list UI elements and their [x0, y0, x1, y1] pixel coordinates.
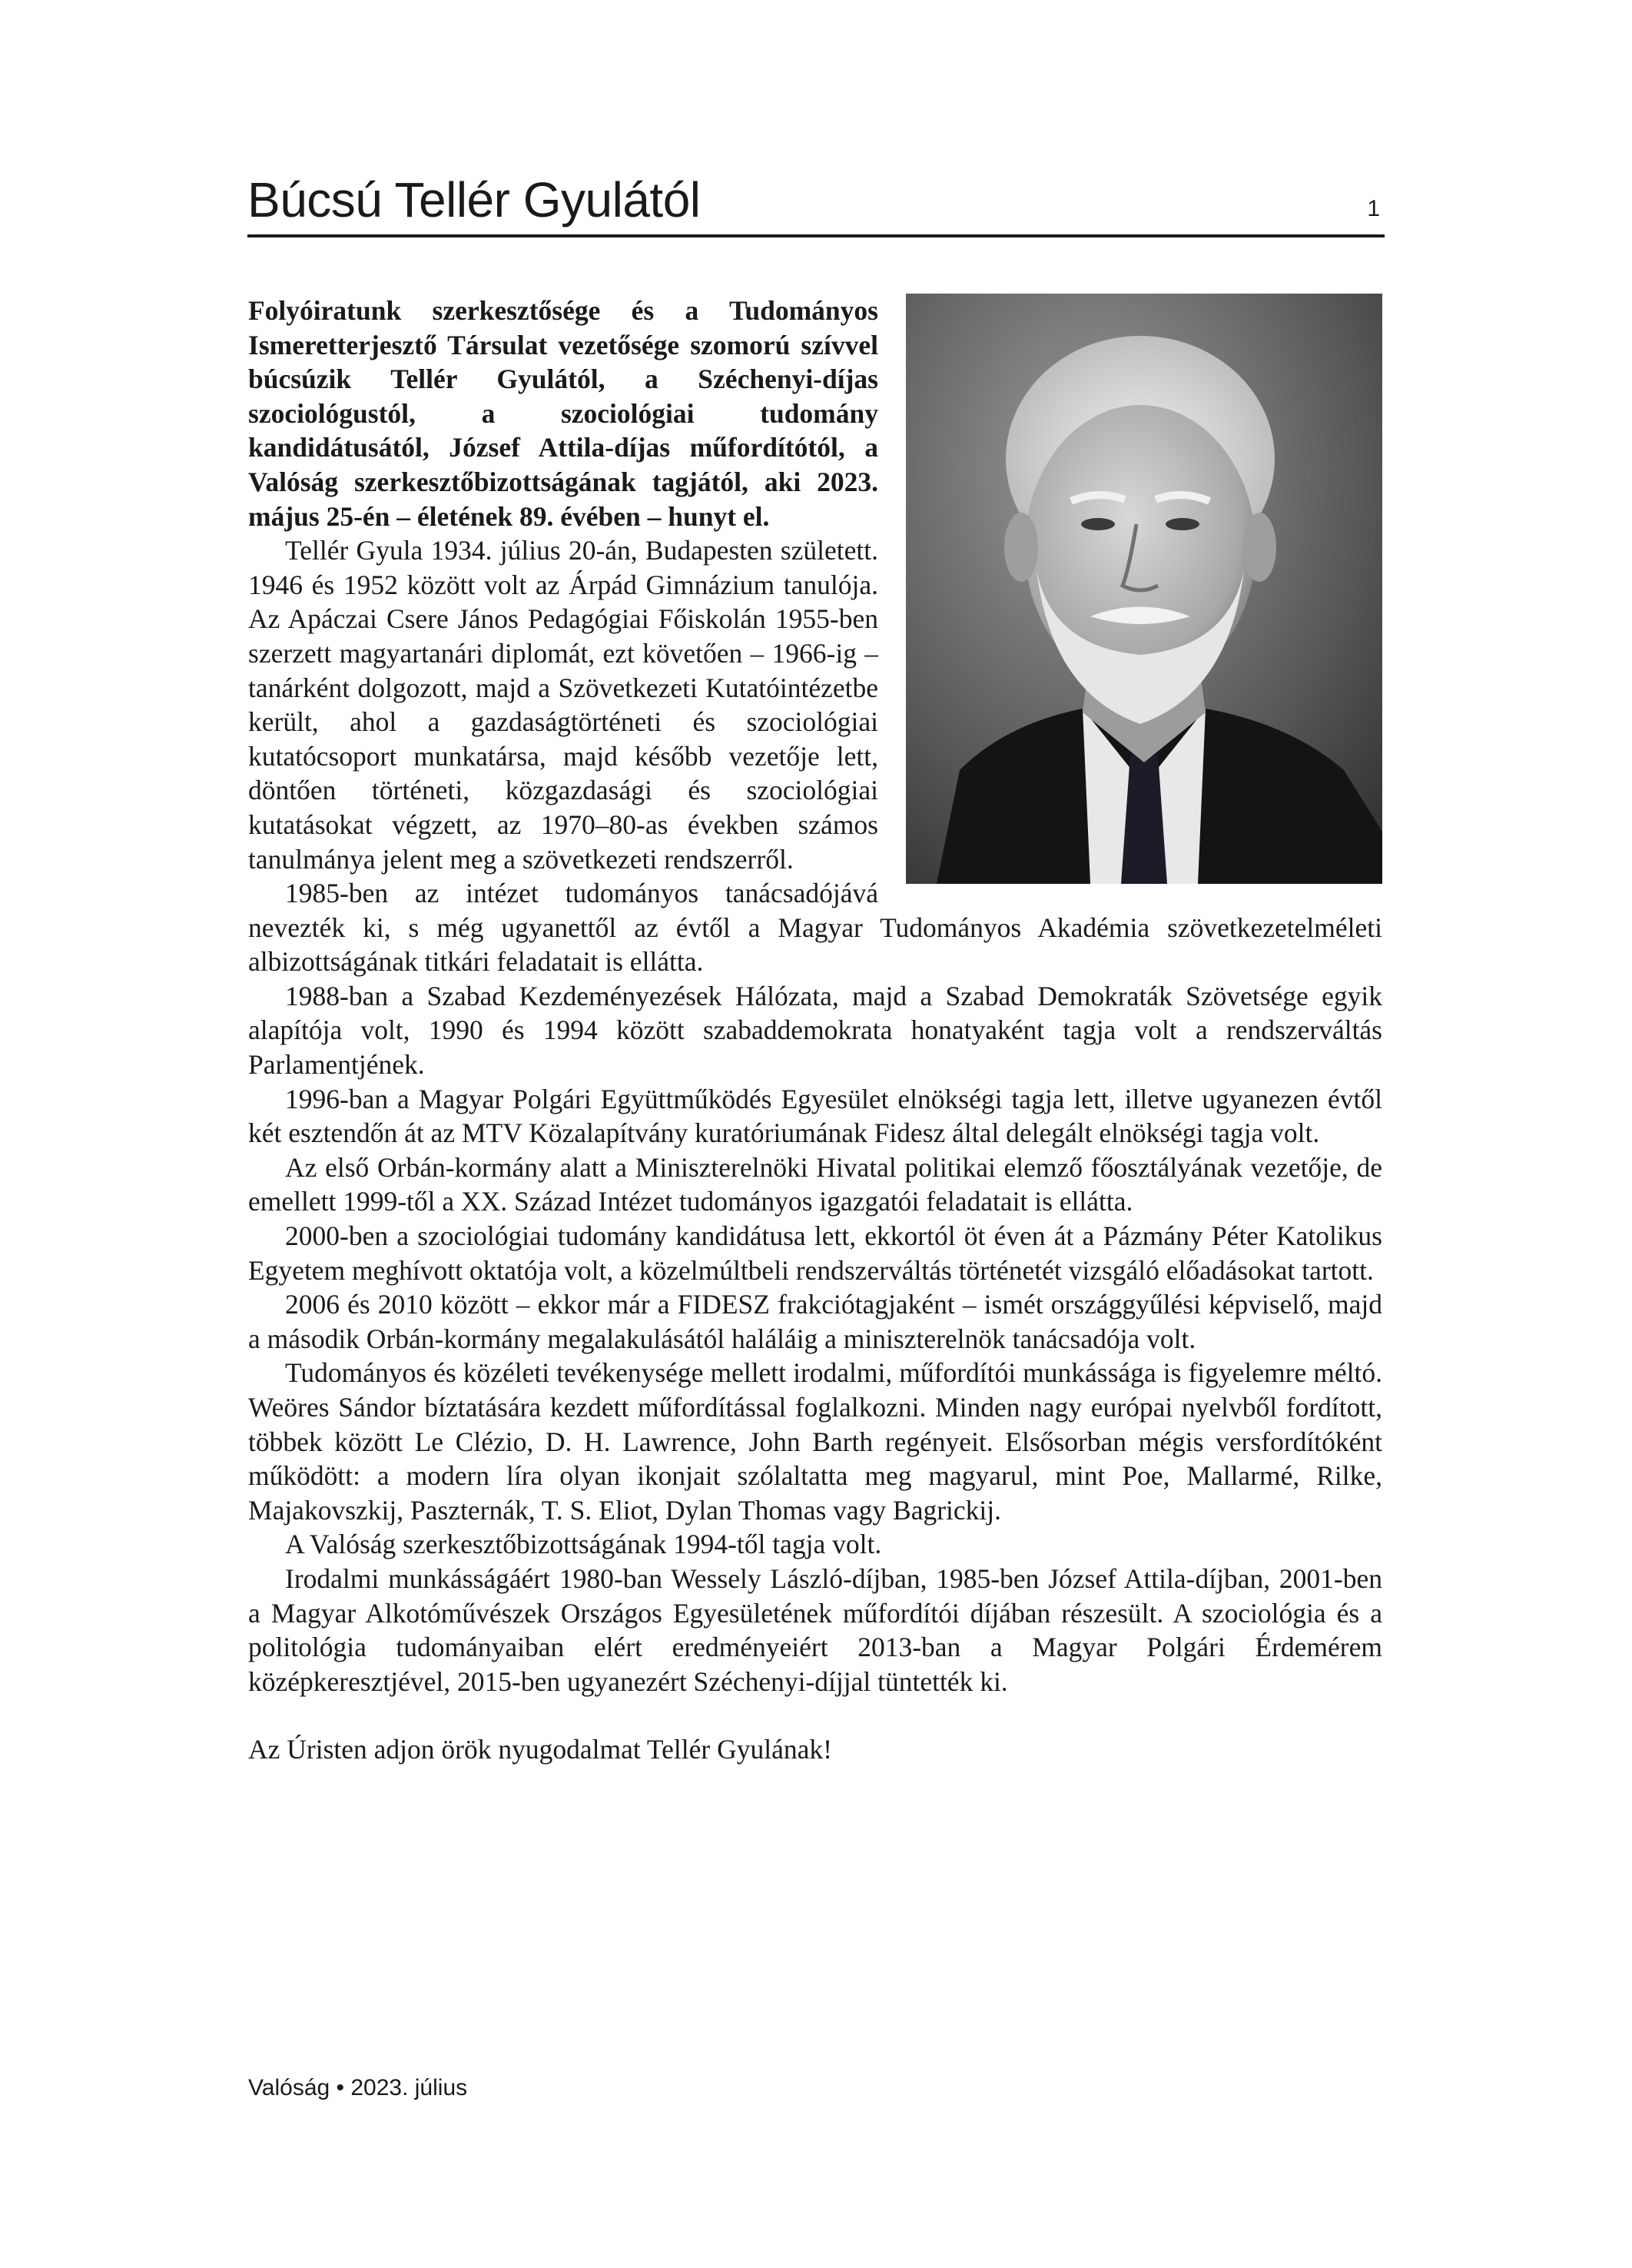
body-paragraph: Irodalmi munkásságáért 1980-ban Wessely László-díjban, 1985-ben József Attila-díjban, 2001-ben a Magyar Alkotóművészek Országos Egyesületének műfordítói díjában részesült. A szociológia és a politológia tudományaiban elért eredményeiért 2013-ban a Magyar Polgári Érdemérem középkeresztjével, 2015-ben ugyanezért Széchenyi-díjjal tüntették ki. — [248, 1562, 1382, 1697]
body-paragraph: 1985-ben az intézet tudományos tanácsadójává nevezték ki, s még ugyanettől az évtől a Magyar Tudományos Akadémia szövetkezetelméleti albizottságának titkári feladatait is ellátta. — [248, 878, 1382, 978]
lead-paragraph: Folyóiratunk szerkesztősége és a Tudományos Ismeretterjesztő Társulat vezetősége szomorú szívvel búcsúzik Tellér Gyulától, a Széchenyi-díjas szociológustól, a szociológiai tudomány kandidátusától, József Attila-díjas műfordítótól, a Valóság szerkesztőbizottságának tagjától, aki 2023. május 25-én – életének 89. évében – hunyt el. — [248, 295, 878, 532]
body-paragraph: 2000-ben a szociológiai tudomány kandidátusa lett, ekkortól öt éven át a Pázmány Péter Katolikus Egyetem meghívott oktatója volt, a közelmúltbeli rendszerváltás történetét vizsgáló előadásokat tartott. — [248, 1220, 1382, 1286]
obituary-article — [248, 294, 1382, 1767]
portrait-photo — [906, 294, 1382, 884]
body-paragraph: Tellér Gyula 1934. július 20-án, Budapesten született. 1946 és 1952 között volt az Árpád Gimnázium tanulója. Az Apáczai Csere János Pedagógiai Főiskolán 1955-ben szerzett magyartanári diplomát, ezt követően – 1966-ig – tanárként dolgozott, majd a Szövetkezeti Kutatóintézetbe került, ahol a gazdaságtörténeti és szociológiai kutatócsoport munkatársa, majd később vezetője lett, döntően történeti, közgazdasági és szociológiai kutatásokat végzett, az 1970–80-as években számos tanulmánya jelent meg a szövetkezeti rendszerről. — [248, 535, 878, 875]
body-paragraph: Tudományos és közéleti tevékenysége mellett irodalmi, műfordítói munkássága is figyelemre méltó. Weöres Sándor bíztatására kezdett műfordítással foglalkozni. Minden nagy európai nyelvből fordított, többek között Le Clézio, D. H. Lawrence, John Barth regényeit. Elsősorban mégis versfordítóként működött: a modern líra olyan ikonjait szólaltatta meg magyarul, mint Poe, Mallarmé, Rilke, Majakovszkij, Paszternák, T. S. Eliot, Dylan Thomas vagy Bagrickij. — [248, 1357, 1382, 1526]
closing-line: Az Úristen adjon örök nyugodalmat Tellér Gyulának! — [248, 1734, 832, 1765]
page-number: 1 — [1367, 196, 1380, 221]
body-paragraph: Az első Orbán-kormány alatt a Miniszterelnöki Hivatal politikai elemző főosztályának vezetője, de emellett 1999-től a XX. Század Intézet tudományos igazgatói feladatait is ellátta. — [248, 1151, 1382, 1217]
body-paragraph: 1988-ban a Szabad Kezdeményezések Hálózata, majd a Szabad Demokraták Szövetsége egyik alapítója volt, 1990 és 1994 között szabaddemokrata honatyaként tagja volt a rendszerváltás Parlamentjének. — [248, 980, 1382, 1081]
body-paragraph: 2006 és 2010 között – ekkor már a FIDESZ frakciótagjaként – ismét országgyűlési képviselő, majd a második Orbán-kormány megalakulásától haláláig a miniszterelnök tanácsadója volt. — [248, 1289, 1382, 1354]
body-paragraph: A Valóság szerkesztőbizottságának 1994-től tagja volt. — [285, 1529, 882, 1560]
page-header — [247, 158, 1385, 237]
page-title: Búcsú Tellér Gyulától — [247, 172, 701, 227]
page-footer: Valóság • 2023. július — [248, 2075, 468, 2100]
body-paragraph: 1996-ban a Magyar Polgári Együttműködés Egyesület elnökségi tagja lett, illetve ugyanezen évtől két esztendőn át az MTV Közalapítvány kuratóriumának Fidesz által delegált elnökségi tagja volt. — [248, 1083, 1382, 1149]
